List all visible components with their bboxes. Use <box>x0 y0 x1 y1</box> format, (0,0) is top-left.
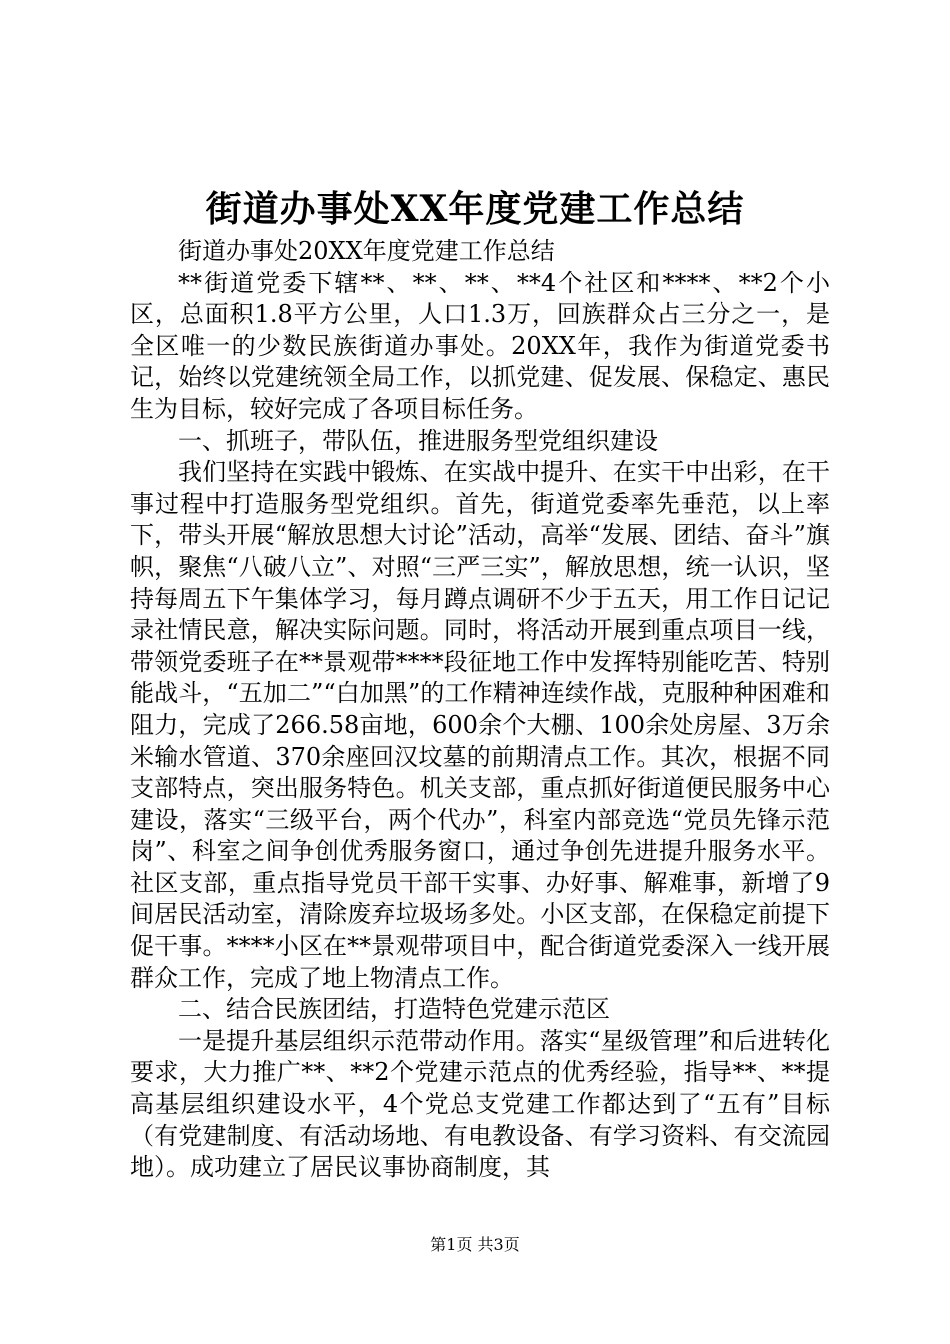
document-body <box>130 236 830 1184</box>
document-title: 街道办事处XX年度党建工作总结 <box>205 188 745 230</box>
section-heading-2: 二、结合民族团结，打造特色党建示范区 <box>178 995 610 1024</box>
section-heading-1: 一、抓班子，带队伍，推进服务型党组织建设 <box>178 426 658 455</box>
paragraph-section-1: 我们坚持在实践中锻炼、在实战中提升、在实干中出彩，在干事过程中打造服务型党组织。首先，街道党委率先垂范，以上率下，带头开展“解放思想大讨论”活动，高举“发展、团结、奋斗”旗帜，聚焦“八破八立”、对照“三严三实”，解放思想，统一认识，坚持每周五下午集体学习，每月蹲点调研不少于五天，用工作日记记录社情民意，解决实际问题。同时，将活动开展到重点项目一线，带领党委班子在**景观带****段征地工作中发挥特别能吃苦、特别能战斗，“五加二”“白加黑”的工作精神连续作战，克服种种困难和阻力，完成了266.58亩地，600余个大棚、100余处房屋、3万余米输水管道、370余座回汉坟墓的前期清点工作。其次，根据不同支部特点，突出服务特色。机关支部，重点抓好街道便民服务中心建设，落实“三级平台，两个代办”，科室内部竞选“党员先锋示范岗”、科室之间争创优秀服务窗口，通过争创先进提升服务水平。社区支部，重点指导党员干部干实事、办好事、解难事，新增了9间居民活动室，清除废弃垃圾场多处。小区支部，在保稳定前提下促干事。****小区在**景观带项目中，配合街道党委深入一线开展群众工作，完成了地上物清点工作。 <box>130 458 830 992</box>
paragraph-section-2: 一是提升基层组织示范带动作用。落实“星级管理”和后进转化要求，大力推广**、**2个党建示范点的优秀经验，指导**、**提高基层组织建设水平，4个党总支党建工作都达到了“五有”目标（有党建制度、有活动场地、有电教设备、有学习资料、有交流园地）。成功建立了居民议事协商制度，其 <box>130 1026 830 1182</box>
paragraph-subtitle: 街道办事处20XX年度党建工作总结 <box>178 237 555 265</box>
paragraph-overview: **街道党委下辖**、**、**、**4个社区和****、**2个小区，总面积1.8平方公里，人口1.3万，回族群众占三分之一，是全区唯一的少数民族街道办事处。20XX年，我作为街道党委书记，始终以党建统领全局工作，以抓党建、促发展、保稳定、惠民生为目标，较好完成了各项目标任务。 <box>130 268 830 423</box>
page-number: 第1页 共3页 <box>430 1235 520 1254</box>
